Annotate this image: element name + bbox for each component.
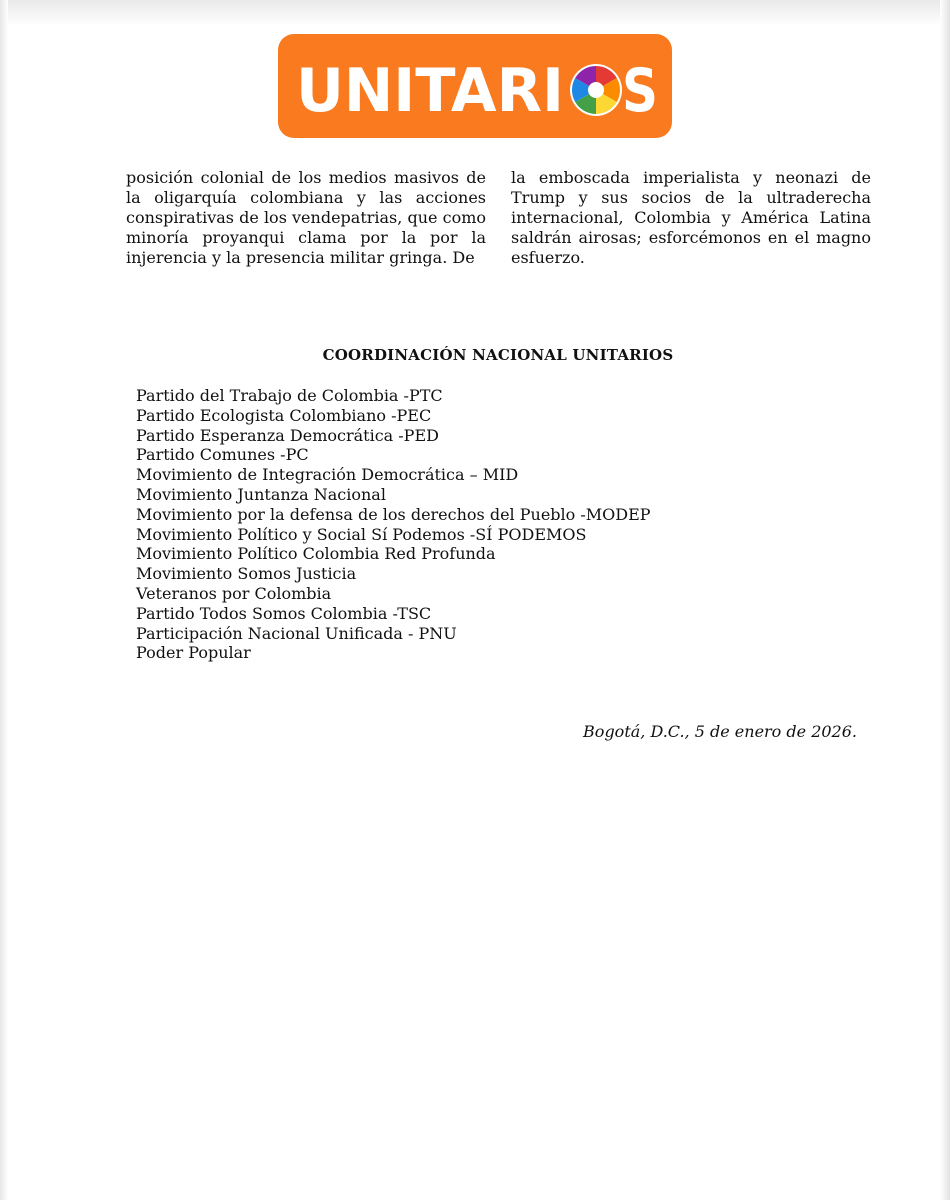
body-column-right: la emboscada imperialista y neonazi de Trump y sus socios de la ultraderecha internacional, Colombia y América Latina saldrán airosas; esforcémonos en el magno esfuerzo.: [511, 168, 871, 267]
member-organizations-list: [136, 386, 651, 663]
date-signoff: Bogotá, D.C., 5 de enero de 2026.: [583, 722, 857, 741]
scan-top-shadow: [0, 0, 950, 26]
member-organization: Veteranos por Colombia: [136, 583, 332, 603]
member-organization: Partido Esperanza Democrática -PED: [136, 425, 439, 445]
member-organization: Movimiento por la defensa de los derechos del Pueblo -MODEP: [136, 504, 651, 524]
member-organization: Partido del Trabajo de Colombia -PTC: [136, 386, 443, 405]
logo-text-end: S: [622, 56, 658, 126]
scan-left-edge: [0, 0, 8, 1200]
member-organization: Partido Ecologista Colombiano -PEC: [136, 405, 432, 425]
unitarios-logo: [278, 34, 672, 138]
member-organization: Movimiento Político y Social Sí Podemos -SÍ PODEMOS: [136, 524, 587, 544]
coordination-heading: COORDINACIÓN NACIONAL UNITARIOS: [322, 346, 674, 364]
member-organization: Movimiento Somos Justicia: [136, 564, 357, 584]
member-organization: Movimiento Político Colombia Red Profunda: [136, 544, 496, 564]
member-organization: Partido Comunes -PC: [136, 445, 309, 465]
member-organization: Movimiento Juntanza Nacional: [136, 484, 386, 504]
unitarios-logo-graphic: [278, 34, 672, 138]
member-organization: Poder Popular: [136, 643, 251, 663]
rainbow-swirl-icon: [570, 64, 622, 116]
body-column-left: posición colonial de los medios masivos de la oligarquía colombiana y las acciones conspirativas de los vendepatrias, que como minoría proyanqui clama por la por la injerencia y la presencia militar gringa. De: [126, 168, 486, 267]
member-organization: Partido Todos Somos Colombia -TSC: [136, 603, 432, 623]
member-organization: Participación Nacional Unificada - PNU: [136, 623, 457, 643]
logo-text-main: UNITARI: [296, 56, 564, 126]
member-organization: Movimiento de Integración Democrática – MID: [136, 465, 519, 485]
scan-right-edge: [940, 0, 950, 1200]
